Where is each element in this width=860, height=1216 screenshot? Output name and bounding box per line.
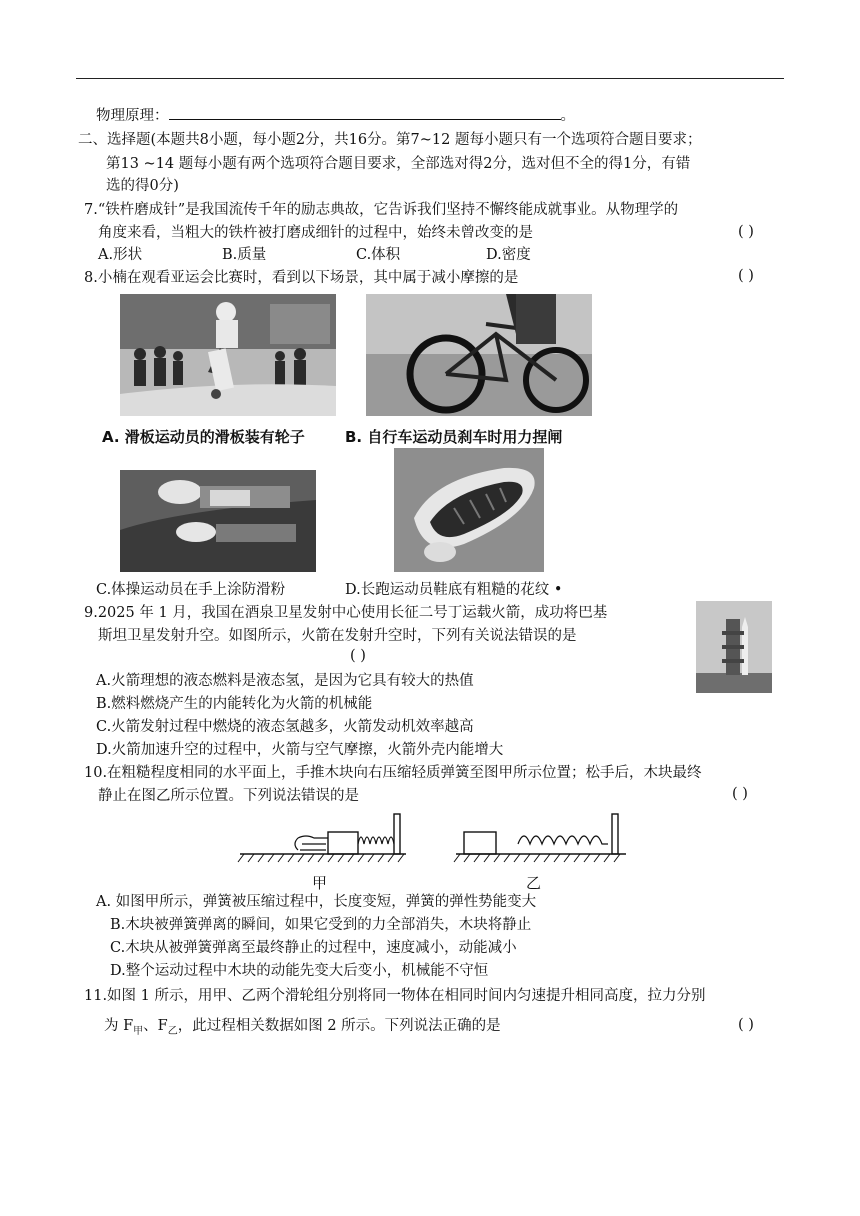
q11-text-part3: ，此过程相关数据如图 2 所示。下列说法正确的是: [177, 1018, 501, 1034]
q8-option-b: B. 自行车运动员刹车时用力捏闸: [345, 428, 563, 446]
figure-label-jia: 甲: [312, 874, 328, 892]
q10-stem-line1: 10.在粗糙程度相同的水平面上，手推木块向右压缩轻质弹簧至图甲所示位置；松手后，木块最终: [84, 765, 702, 781]
q9-option-c: C.火箭发射过程中燃烧的液态氢越多，火箭发动机效率越高: [96, 719, 474, 735]
header-rule: [76, 78, 784, 79]
rocket-launch-photo: [696, 601, 772, 693]
q9-stem-line2: 斯坦卫星发射升空。如图所示，火箭在发射升空时，下列有关说法错误的是: [98, 628, 577, 644]
spring-block-figure: [236, 810, 636, 870]
section2-line2: 第13 ~14 题每小题有两个选项符合题目要求，全部选对得2分，选对但不全的得1分，有错: [106, 156, 691, 172]
q10-option-c: C.木块从被弹簧弹离至最终静止的过程中，速度减小，动能减小: [110, 940, 517, 956]
principle-label: 物理原理：: [96, 108, 169, 124]
q9-option-d: D.火箭加速升空的过程中，火箭与空气摩擦，火箭外壳内能增大: [96, 742, 504, 758]
q9-stem-line1: 9.2025 年 1 月，我国在酒泉卫星发射中心使用长征二号丁运载火箭，成功将巴基: [84, 605, 608, 621]
section2-line3: 选的得0分): [106, 178, 179, 194]
q11-stem-line1: 11.如图 1 所示，用甲、乙两个滑轮组分别将同一物体在相同时间内匀速提升相同高度，拉力分别: [84, 988, 706, 1004]
q9-answer-paren[interactable]: ( ): [350, 648, 366, 664]
q8-option-a: A. 滑板运动员的滑板装有轮子: [102, 428, 305, 446]
q11-text-part1: 为 F: [104, 1018, 134, 1034]
q7-stem-line1: 7.“铁杵磨成针”是我国流传千年的励志典故，它告诉我们坚持不懈终能成就事业。从物理学的: [84, 202, 679, 218]
physics-principle-line: [96, 105, 575, 126]
section2-line1: 二、选择题(本题共8小题，每小题2分，共16分。第7~12 题每小题只有一个选项符合题目要求；: [78, 132, 702, 148]
q8-option-d: D.长跑运动员鞋底有粗糙的花纹 •: [345, 582, 563, 598]
answer-blank[interactable]: [169, 105, 561, 120]
q11-answer-paren[interactable]: ( ): [738, 1017, 754, 1033]
bicycle-photo: [366, 294, 592, 416]
q10-option-b: B.木块被弹簧弹离的瞬间，如果它受到的力全部消失，木块将静止: [110, 917, 532, 933]
q7-option-d: D.密度: [486, 247, 531, 263]
q11-sub-yi: 乙: [167, 1025, 178, 1037]
q9-option-b: B.燃料燃烧产生的内能转化为火箭的机械能: [96, 696, 373, 712]
shoe-sole-photo: [394, 448, 544, 572]
q7-option-a: A.形状: [98, 247, 143, 263]
q10-option-a: A. 如图甲所示，弹簧被压缩过程中，长度变短，弹簧的弹性势能变大: [96, 894, 537, 910]
q7-answer-paren[interactable]: ( ): [738, 224, 754, 240]
q7-stem-line2: 角度来看，当粗大的铁杵被打磨成细针的过程中，始终未曾改变的是: [98, 225, 533, 241]
q7-option-b: B.质量: [222, 247, 267, 263]
gymnast-hands-photo: [120, 470, 316, 572]
principle-end: 。: [560, 108, 575, 124]
q8-stem: 8.小楠在观看亚运会比赛时，看到以下场景，其中属于减小摩擦的是: [84, 270, 519, 286]
q9-option-a: A.火箭理想的液态燃料是液态氢，是因为它具有较大的热值: [96, 673, 474, 689]
skateboard-photo: [120, 294, 336, 416]
q8-answer-paren[interactable]: ( ): [738, 268, 754, 284]
q10-stem-line2: 静止在图乙所示位置。下列说法错误的是: [98, 788, 359, 804]
q8-option-c: C.体操运动员在手上涂防滑粉: [96, 582, 286, 598]
q11-text-part2: 、F: [143, 1018, 168, 1034]
figure-label-yi: 乙: [526, 874, 542, 892]
q11-sub-jia: 甲: [133, 1025, 144, 1037]
q10-option-d: D.整个运动过程中木块的动能先变大后变小，机械能不守恒: [110, 963, 489, 979]
q10-answer-paren[interactable]: ( ): [732, 786, 748, 802]
q11-stem-line2: [104, 1016, 501, 1042]
q7-option-c: C.体积: [356, 247, 401, 263]
